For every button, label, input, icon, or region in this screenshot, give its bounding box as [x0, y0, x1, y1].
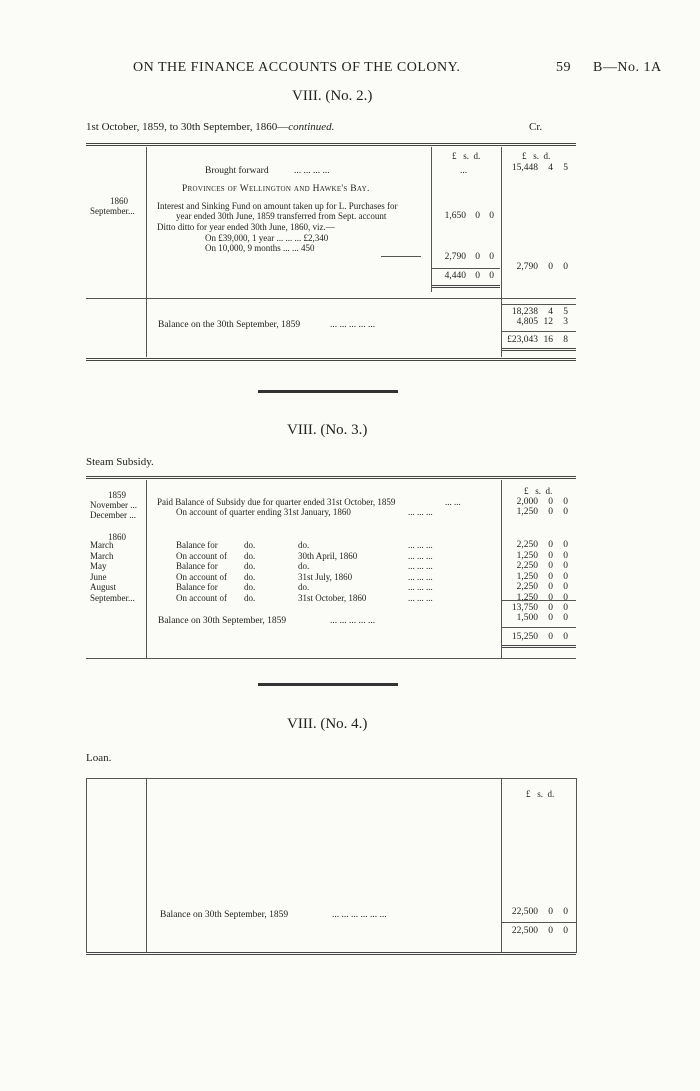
credit-label: Cr. [529, 121, 543, 133]
balance-label: Balance on 30th September, 1859 [160, 910, 289, 920]
row-date: March [90, 551, 114, 561]
amount-cell: 1,250 0 0 [516, 593, 568, 603]
balance-amount: 1,500 0 0 [516, 613, 568, 623]
row-text: do. [244, 572, 256, 582]
section-title-no2: VIII. (No. 2.) [292, 88, 373, 104]
row-date: June [90, 572, 107, 582]
total-amount: 15,250 0 0 [511, 632, 568, 642]
row-text: 31st July, 1860 [298, 572, 353, 582]
col-header-right: £ s. d. [522, 151, 551, 161]
row-text: 31st October, 1860 [298, 593, 367, 603]
section-divider [258, 390, 398, 393]
amount-cell: 1,250 0 0 [516, 551, 568, 561]
row-text: 30th April, 1860 [298, 551, 358, 561]
dot-leader: ... ... ... [408, 593, 433, 603]
amount-cell: 2,250 0 0 [516, 540, 568, 550]
entry-text: year ended 30th June, 1859 transferred from Sept. account [176, 211, 387, 221]
section-subtitle: Steam Subsidy. [86, 456, 154, 468]
dot-leader: ... ... ... [408, 551, 433, 561]
total-amount: 22,500 0 0 [511, 926, 568, 936]
sum-cell: 18,238 4 5 [511, 307, 568, 317]
amount-cell: 1,250 0 0 [516, 572, 568, 582]
row-date: December ... [90, 510, 136, 520]
brought-forward-label: Brought forward [205, 166, 269, 176]
running-title: ON THE FINANCE ACCOUNTS OF THE COLONY. [133, 60, 461, 75]
col-header-left: £ s. d. [452, 151, 481, 161]
row-text: Paid Balance of Subsidy due for quarter ended 31st October, 1859 [157, 497, 396, 507]
row-date: May [90, 561, 107, 571]
row-date: March [90, 540, 114, 550]
col-header: £ s. d. [524, 486, 553, 496]
row-text: Balance for [176, 582, 218, 592]
amount-cell: 2,000 0 0 [516, 497, 568, 507]
sum-cell: 13,750 0 0 [511, 603, 568, 613]
brought-forward-amount: 15,448 4 5 [511, 163, 568, 173]
row-text: do. [244, 582, 256, 592]
section-subtitle: Loan. [86, 752, 112, 764]
row-text: On account of [176, 593, 227, 603]
amount-cell: 2,790 0 0 [444, 252, 494, 262]
entry-text: Interest and Sinking Fund on amount taken up for L. Purchases for [157, 201, 398, 211]
period-heading: 1st October, 1859, to 30th September, 1860—continued. [86, 121, 335, 133]
dot-leader: ... ... ... [408, 540, 433, 550]
section-divider [258, 683, 398, 686]
dot-leader: ... ... ... [408, 582, 433, 592]
row-date: August [90, 582, 117, 592]
balance-label: Balance on 30th September, 1859 [158, 616, 287, 626]
row-text: do. [244, 561, 256, 571]
balance-amount: 4,805 12 3 [516, 317, 568, 327]
row-text: do. [244, 540, 256, 550]
balance-label: Balance on the 30th September, 1859 [158, 320, 301, 330]
section-title-no3: VIII. (No. 3.) [287, 422, 368, 438]
year-label: 1859 [108, 490, 126, 500]
row-text: On account of [176, 572, 227, 582]
amount-cell: 2,790 0 0 [516, 262, 568, 272]
row-text: Balance for [176, 540, 218, 550]
doc-reference: B—No. 1A [593, 60, 662, 75]
dot-leader: ... ... ... [408, 572, 433, 582]
row-text: do. [298, 540, 310, 550]
entry-text: On £39,000, 1 year ... ... ... £2,340 [205, 233, 329, 243]
row-text: do. [298, 582, 310, 592]
dot-leader: ... ... ... ... ... [330, 616, 376, 626]
row-text: On account of [176, 551, 227, 561]
subtotal-cell: 4,440 0 0 [444, 271, 494, 281]
page-number: 59 [556, 60, 571, 75]
total-amount: £23,043 16 8 [507, 335, 568, 345]
row-date: November ... [90, 500, 137, 510]
year-label: 1860 [108, 532, 126, 542]
dot-leader: ... ... ... [408, 561, 433, 571]
dot-leader: ... [460, 166, 468, 176]
section-title-no4: VIII. (No. 4.) [287, 716, 368, 732]
entry-text: Ditto ditto for year ended 30th June, 1860, viz.— [157, 222, 335, 232]
amount-cell: 1,250 0 0 [516, 507, 568, 517]
row-text: Balance for [176, 561, 218, 571]
dot-leader: ... ... ... [408, 507, 433, 517]
amount-cell: 1,650 0 0 [444, 211, 494, 221]
province-heading: Provinces of Wellington and Hawke's Bay. [182, 184, 370, 194]
row-date: September... [90, 593, 135, 603]
dot-leader: ... ... ... ... ... ... [332, 910, 387, 920]
amount-cell: 2,250 0 0 [516, 561, 568, 571]
row-text: do. [298, 561, 310, 571]
dot-leader: ... ... ... ... ... [330, 320, 376, 330]
row-text: do. [244, 551, 256, 561]
row-text: do. [244, 593, 256, 603]
amount-cell: 2,250 0 0 [516, 582, 568, 592]
balance-amount: 22,500 0 0 [511, 907, 568, 917]
entry-text: On 10,000, 9 months ... ... 450 [205, 243, 315, 253]
row-text: On account of quarter ending 31st January, 1860 [176, 507, 351, 517]
col-header: £ s. d. [526, 789, 555, 799]
dot-leader: ... ... [445, 497, 461, 507]
year-label: 1860 [110, 196, 128, 206]
month-label: September... [90, 206, 135, 216]
dot-leader: ... ... ... ... [294, 166, 330, 176]
